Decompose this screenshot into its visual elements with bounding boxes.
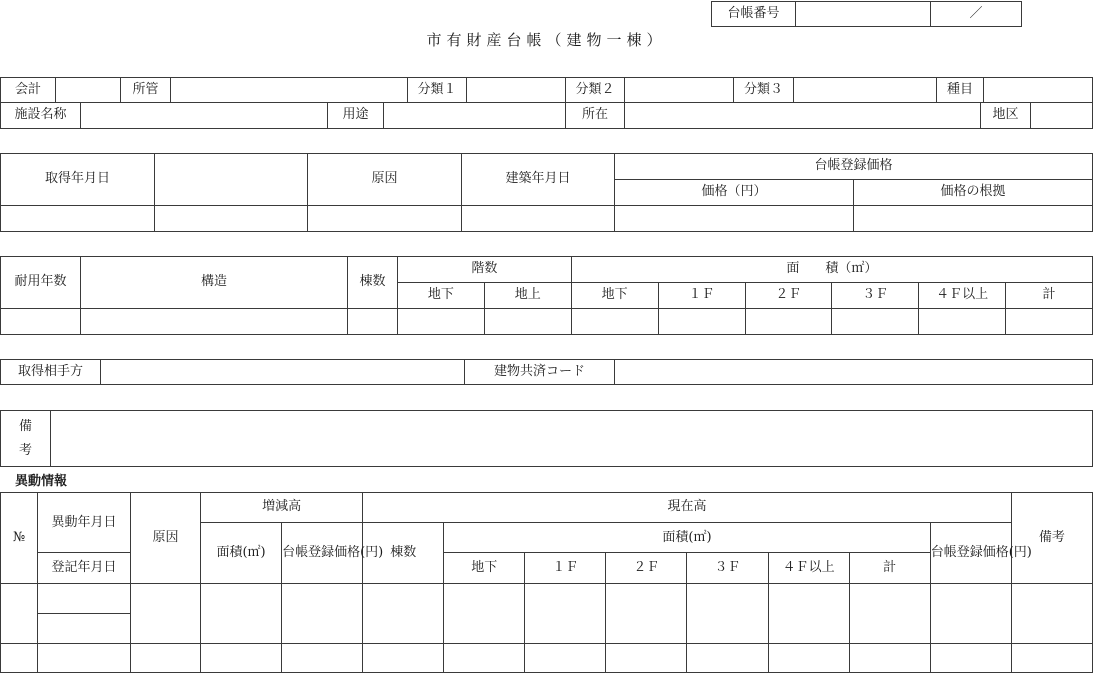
kaikei-label: 会計 [1,78,56,103]
shutoku-extra-field[interactable] [155,206,308,232]
zogen-menseki-label: 面積(㎡) [201,523,282,583]
change-field[interactable] [849,583,930,643]
tosu-label: 棟数 [348,257,398,309]
change-ido-date-field[interactable] [38,583,131,613]
kozo-field[interactable] [81,309,348,335]
floor-label: ２Ｆ [745,283,832,309]
floor-label: １Ｆ [658,283,745,309]
chika-field[interactable] [398,309,485,335]
structure-table [0,256,1093,335]
change-field[interactable] [444,583,525,643]
code-label: 建物共済コード [465,360,615,385]
change-field[interactable] [201,643,282,672]
floor-label: ４Ｆ以上 [919,283,1006,309]
bunrui1-label: 分類１ [408,78,467,103]
shisetsu-field[interactable] [81,103,328,129]
bunrui2-field[interactable] [625,78,734,103]
ido-date-label: 異動年月日 [38,493,131,553]
partner-row [0,359,1093,385]
shokan-field[interactable] [171,78,408,103]
yoto-field[interactable] [384,103,566,129]
area-field[interactable] [919,309,1006,335]
remarks-char-2: 考 [18,442,32,458]
bunrui3-field[interactable] [794,78,937,103]
page-title: 市有財産台帳（建物一棟） [426,31,667,49]
shozai-label: 所在 [566,103,625,129]
change-floor-label: ３Ｆ [687,553,768,583]
bunrui2-label: 分類２ [566,78,625,103]
ledger-number-box [711,1,1022,27]
kozo-label: 構造 [81,257,348,309]
genin-label: 原因 [308,154,462,206]
change-field[interactable] [606,583,687,643]
kaisu-chijo-label: 地上 [484,283,571,309]
genzai-tosu-label: 棟数 [363,523,444,583]
chijo-field[interactable] [484,309,571,335]
shutoku-date-label: 取得年月日 [1,154,155,206]
yoto-label: 用途 [328,103,384,129]
bunrui3-label: 分類３ [734,78,794,103]
zogen-price-label: 台帳登録価格(円) [282,523,363,583]
genzai-price-label: 台帳登録価格(円) [930,523,1011,583]
change-field[interactable] [849,643,930,672]
kenchiku-date-field[interactable] [462,206,615,232]
shokan-label: 所管 [121,78,171,103]
change-field[interactable] [687,643,768,672]
shozai-field[interactable] [625,103,981,129]
area-field[interactable] [571,309,658,335]
change-no-field[interactable] [1,583,38,643]
zogen-label: 増減高 [201,493,363,523]
change-field[interactable] [525,643,606,672]
floor-label: ３Ｆ [832,283,919,309]
shisetsu-label: 施設名称 [1,103,81,129]
change-toki-date-field[interactable] [38,613,131,643]
change-field[interactable] [444,643,525,672]
change-field[interactable] [131,643,201,672]
price-field[interactable] [615,206,854,232]
basis-field[interactable] [854,206,1093,232]
ledger-number-field[interactable] [796,2,931,27]
area-field[interactable] [1006,309,1093,335]
change-genin-field[interactable] [131,583,201,643]
change-field[interactable] [930,643,1011,672]
header-row-1 [0,77,1093,103]
change-field[interactable] [201,583,282,643]
price-group-label: 台帳登録価格 [615,154,1093,180]
remarks-field[interactable] [51,411,1093,467]
change-section-heading: 異動情報 [15,474,68,489]
chiku-field[interactable] [1031,103,1093,129]
header-row-2 [0,102,1093,129]
remarks-label [1,411,51,467]
remarks-row [0,410,1093,467]
change-genin-label: 原因 [131,493,201,584]
change-field[interactable] [363,643,444,672]
kaisu-label: 階数 [398,257,572,283]
change-field[interactable] [1011,643,1092,672]
basis-label: 価格の根拠 [854,180,1093,206]
change-floor-label: ４Ｆ以上 [768,553,849,583]
tosu-field[interactable] [348,309,398,335]
menseki-label: 面 積（㎡） [571,257,1092,283]
change-field[interactable] [363,583,444,643]
kaikei-field[interactable] [56,78,121,103]
change-field[interactable] [38,643,131,672]
change-field[interactable] [687,583,768,643]
chiku-label: 地区 [981,103,1031,129]
bunrui1-field[interactable] [467,78,566,103]
change-field[interactable] [1,643,38,672]
shutoku-date-field[interactable] [1,206,155,232]
floor-label: 計 [1006,283,1093,309]
shumoku-label: 種目 [937,78,984,103]
shumoku-field[interactable] [984,78,1093,103]
change-field[interactable] [282,583,363,643]
change-floor-label: １Ｆ [525,553,606,583]
kenchiku-date-label: 建築年月日 [462,154,615,206]
ledger-number-suffix[interactable]: ／ [931,2,1022,27]
area-field[interactable] [832,309,919,335]
genzai-menseki-label: 面積(㎡) [444,523,930,553]
aite-field[interactable] [101,360,465,385]
genin-field[interactable] [308,206,462,232]
aite-label: 取得相手方 [1,360,101,385]
floor-label: 地下 [571,283,658,309]
change-field[interactable] [606,643,687,672]
acquisition-table [0,153,1093,232]
price-label: 価格（円） [615,180,854,206]
taiyo-label: 耐用年数 [1,257,81,309]
toki-date-label: 登記年月日 [38,553,131,583]
kaisu-chika-label: 地下 [398,283,485,309]
genzai-label: 現在高 [363,493,1012,523]
change-field[interactable] [930,583,1011,643]
change-field[interactable] [768,583,849,643]
code-field[interactable] [615,360,1093,385]
change-table [0,492,1093,673]
change-floor-label: 計 [849,553,930,583]
change-floor-label: 地下 [444,553,525,583]
change-field[interactable] [282,643,363,672]
remarks-char-1: 備 [18,418,32,434]
shutoku-date-header-blank [155,154,308,206]
area-field[interactable] [745,309,832,335]
change-field[interactable] [525,583,606,643]
biko-label: 備考 [1011,493,1092,584]
taiyo-field[interactable] [1,309,81,335]
change-biko-field[interactable] [1011,583,1092,643]
ledger-number-label: 台帳番号 [712,2,796,27]
change-floor-label: ２Ｆ [606,553,687,583]
no-label: № [1,493,38,584]
area-field[interactable] [658,309,745,335]
change-field[interactable] [768,643,849,672]
